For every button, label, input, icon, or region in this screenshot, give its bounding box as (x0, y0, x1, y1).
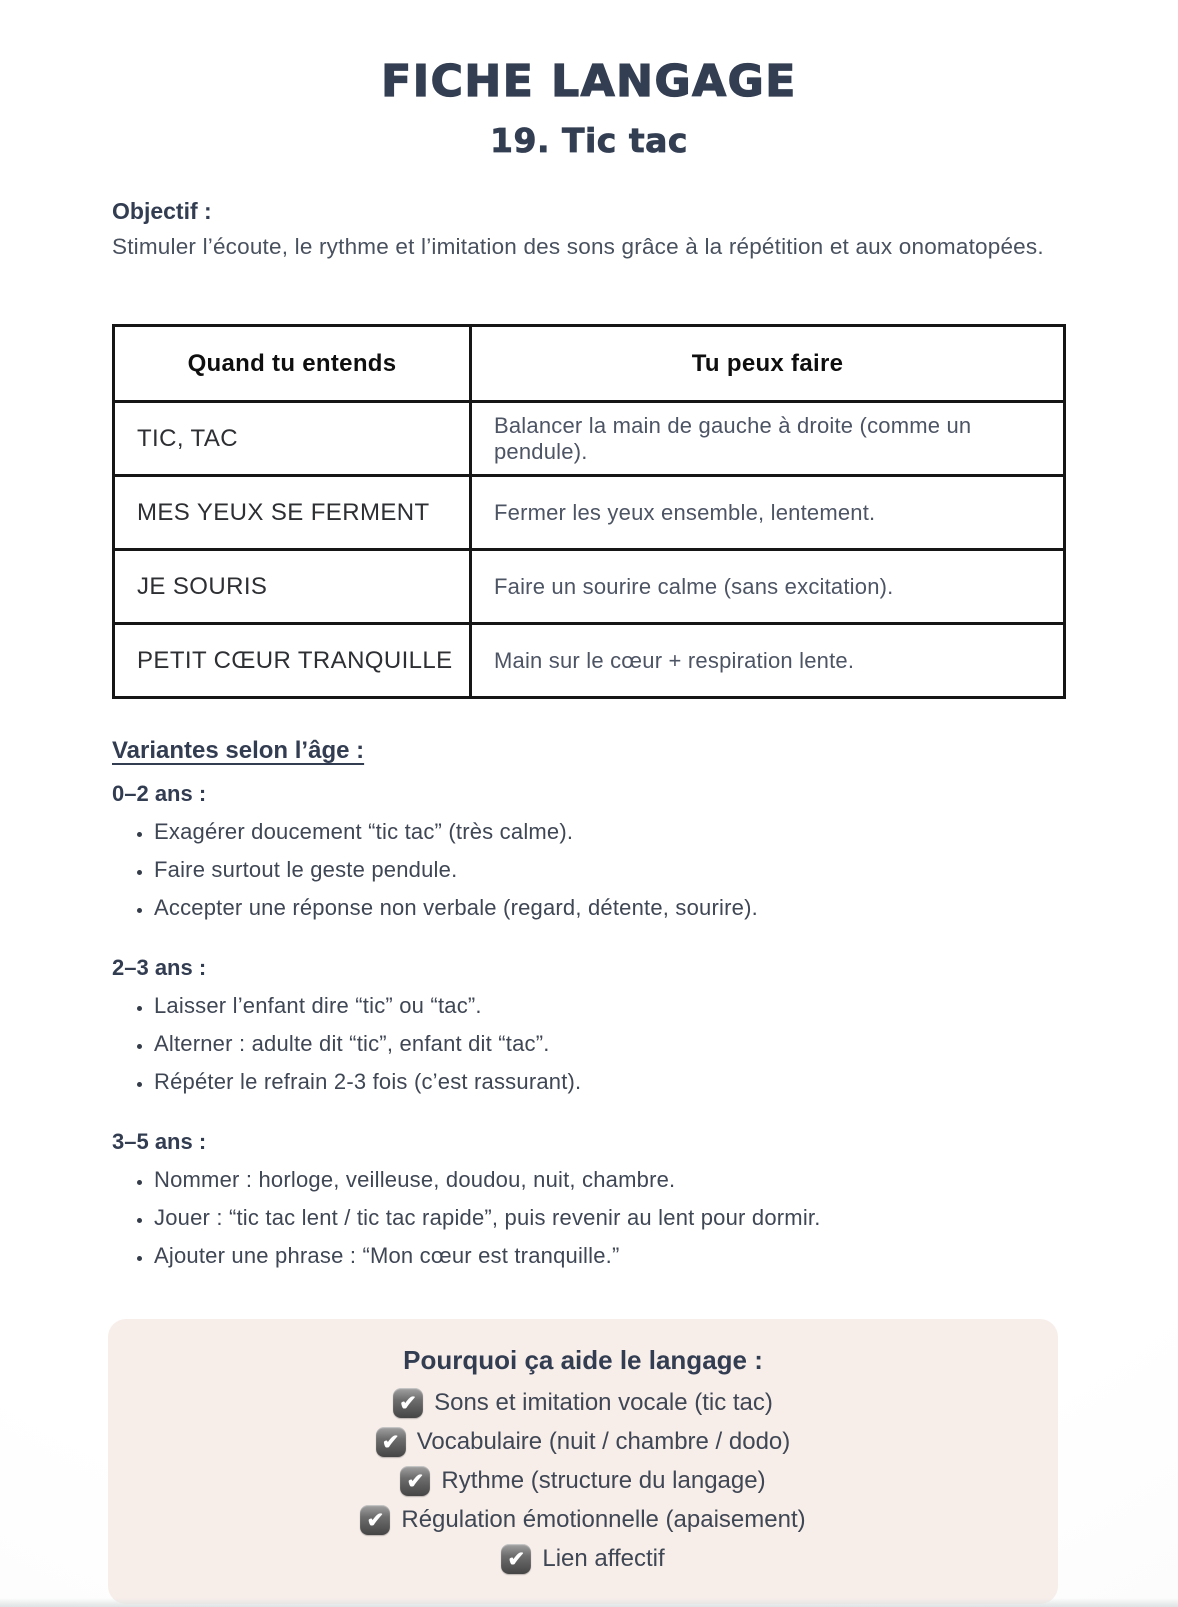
content-column (112, 198, 1066, 1604)
benefit-label: Rythme (structure du langage) (441, 1467, 766, 1494)
list-item: • Accepter une réponse non verbale (regard, détente, sourire). (154, 895, 1066, 921)
benefit-label: Vocabulaire (nuit / chambre / dodo) (416, 1428, 791, 1455)
checkbox-checked-icon: ✔ (400, 1466, 430, 1496)
action-cell: Balancer la main de gauche à droite (comme un pendule). (471, 402, 1065, 476)
age-heading: 2–3 ans : (112, 955, 207, 980)
page-bottom-edge (0, 1598, 1178, 1607)
objective-heading: Objectif : (112, 198, 212, 224)
checkbox-checked-icon: ✔ (393, 1388, 423, 1418)
bullet-list (112, 1167, 1066, 1269)
bullet-list (112, 993, 1066, 1095)
age-group-0-2 (112, 781, 1066, 921)
checkbox-checked-icon: ✔ (376, 1427, 406, 1457)
action-cell: Main sur le cœur + respiration lente. (471, 624, 1065, 698)
benefit-label: Sons et imitation vocale (tic tac) (434, 1389, 773, 1416)
bullet-list (112, 819, 1066, 921)
trigger-cell: MES YEUX SE FERMENT (114, 476, 471, 550)
benefits-box (108, 1319, 1058, 1604)
table-row (114, 624, 1065, 698)
list-item: • Laisser l’enfant dire “tic” ou “tac”. (154, 993, 1066, 1019)
table-row (114, 402, 1065, 476)
trigger-cell: PETIT CŒUR TRANQUILLE (114, 624, 471, 698)
variants-heading: Variantes selon l’âge : (112, 737, 365, 764)
trigger-cell: JE SOURIS (114, 550, 471, 624)
list-item: • Nommer : horloge, veilleuse, doudou, nuit, chambre. (154, 1167, 1066, 1193)
table-header-row (114, 326, 1065, 402)
age-group-3-5 (112, 1129, 1066, 1269)
list-item: • Alterner : adulte dit “tic”, enfant dit “tac”. (154, 1031, 1066, 1057)
page-subtitle: 19. Tic tac (490, 121, 688, 160)
checkbox-checked-icon: ✔ (501, 1544, 531, 1574)
list-item: • Exagérer doucement “tic tac” (très calme). (154, 819, 1066, 845)
age-heading: 3–5 ans : (112, 1129, 207, 1154)
age-heading: 0–2 ans : (112, 781, 207, 806)
benefit-item (128, 1388, 1038, 1418)
benefits-heading: Pourquoi ça aide le langage : (403, 1345, 763, 1375)
benefit-item (128, 1505, 1038, 1535)
benefit-item (128, 1427, 1038, 1457)
list-item: • Faire surtout le geste pendule. (154, 857, 1066, 883)
table-row (114, 550, 1065, 624)
document-page (0, 56, 1178, 1607)
benefit-item (128, 1466, 1038, 1496)
table-header-action: Tu peux faire (471, 326, 1065, 402)
action-cell: Faire un sourire calme (sans excitation). (471, 550, 1065, 624)
benefit-label: Lien affectif (542, 1545, 665, 1572)
sound-action-table (112, 324, 1066, 699)
table-header-trigger: Quand tu entends (114, 326, 471, 402)
list-item: • Ajouter une phrase : “Mon cœur est tranquille.” (154, 1243, 1066, 1269)
page-title: FICHE LANGAGE (381, 56, 797, 107)
age-group-2-3 (112, 955, 1066, 1095)
action-cell: Fermer les yeux ensemble, lentement. (471, 476, 1065, 550)
list-item: • Jouer : “tic tac lent / tic tac rapide”, puis revenir au lent pour dormir. (154, 1205, 1066, 1231)
checkbox-checked-icon: ✔ (360, 1505, 390, 1535)
trigger-cell: TIC, TAC (114, 402, 471, 476)
benefit-label: Régulation émotionnelle (apaisement) (401, 1506, 806, 1533)
objective-text: Stimuler l’écoute, le rythme et l’imitation des sons grâce à la répétition et aux onomatopées. (112, 234, 1044, 259)
benefit-item (128, 1544, 1038, 1574)
table-row (114, 476, 1065, 550)
list-item: • Répéter le refrain 2-3 fois (c’est rassurant). (154, 1069, 1066, 1095)
